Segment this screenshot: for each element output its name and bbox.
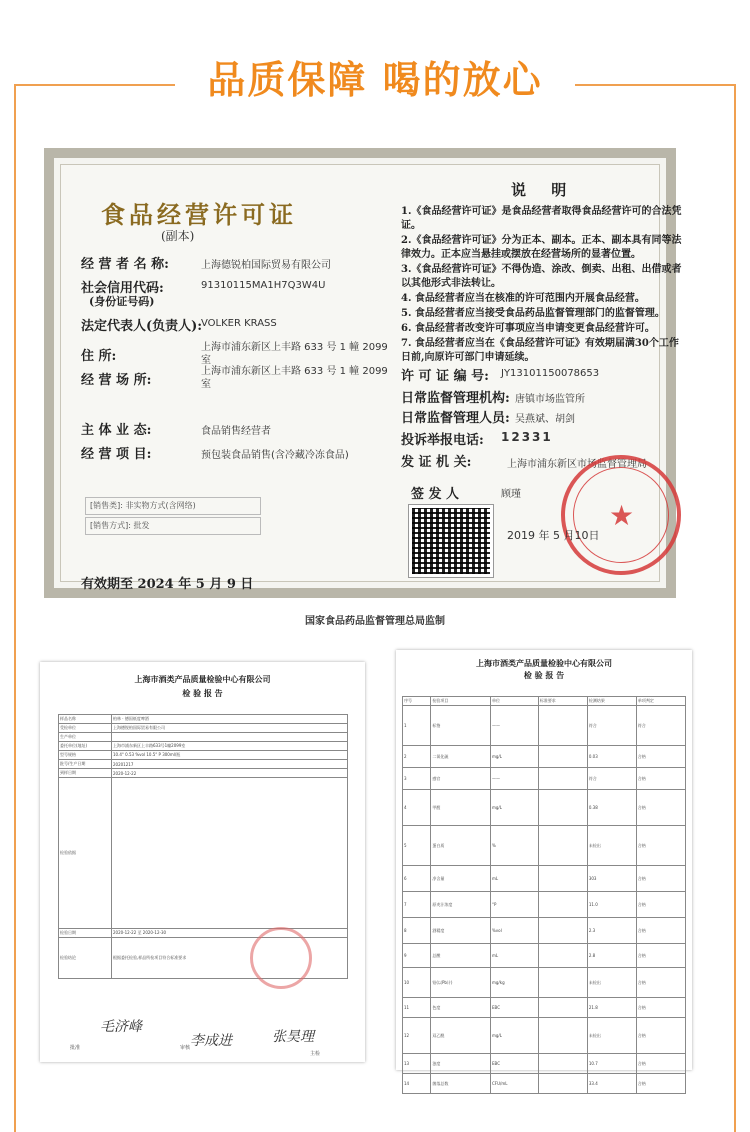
table-row bbox=[403, 1074, 686, 1094]
cell bbox=[538, 918, 587, 944]
cell: 检验依据 bbox=[59, 778, 112, 929]
label-address: 住 所: bbox=[81, 349, 117, 364]
cell: 未检出 bbox=[587, 826, 636, 866]
cell bbox=[538, 968, 587, 998]
cell: 合格 bbox=[636, 1018, 685, 1054]
label-license-number: 许 可 证 编 号: bbox=[401, 369, 489, 384]
table-row bbox=[403, 1054, 686, 1074]
cell: mg/L bbox=[491, 790, 539, 826]
cell: 批号/生产日期 bbox=[59, 760, 112, 769]
cell bbox=[538, 790, 587, 826]
cell: 到样日期 bbox=[59, 769, 112, 778]
label-id-number: (身份证号码) bbox=[89, 295, 155, 308]
value-business-name: 上海德锐柏国际贸易有限公司 bbox=[201, 260, 331, 271]
label-business-name: 经 营 者 名 称: bbox=[81, 257, 169, 272]
cell: 样品名称 bbox=[59, 715, 112, 724]
cell bbox=[112, 778, 348, 929]
cell: 7 bbox=[403, 892, 431, 918]
header-cell: 标准要求 bbox=[538, 697, 587, 706]
signature-inspector: 张昊理 bbox=[272, 1029, 314, 1045]
inspection-report-2 bbox=[396, 650, 692, 1086]
cell: 上海德锐柏国际贸易有限公司 bbox=[112, 724, 348, 733]
cell bbox=[538, 944, 587, 968]
cell: 12 bbox=[403, 1018, 431, 1054]
cell: mg/L bbox=[491, 1018, 539, 1054]
table-row bbox=[59, 778, 348, 929]
cell bbox=[538, 1074, 587, 1094]
label-business-items: 经 营 项 目: bbox=[81, 447, 152, 462]
cell: 14 bbox=[403, 1074, 431, 1094]
cell: 色度 bbox=[431, 998, 491, 1018]
label-complaint-hotline: 投诉举报电话: bbox=[401, 433, 484, 448]
note-item: 6. 食品经营者改变许可事项应当申请变更食品经营许可。 bbox=[401, 323, 655, 334]
inspection-report-1 bbox=[40, 662, 365, 1062]
cell: 甲醛 bbox=[431, 790, 491, 826]
header-cell: 检验项目 bbox=[431, 697, 491, 706]
cell bbox=[112, 733, 348, 742]
cell: 2.3 bbox=[587, 918, 636, 944]
license-subtitle: (副本) bbox=[161, 229, 195, 243]
table-row bbox=[403, 892, 686, 918]
cell: 未检出 bbox=[587, 1018, 636, 1054]
cell: mg/kg bbox=[491, 968, 539, 998]
table-row bbox=[403, 826, 686, 866]
cell: % bbox=[491, 826, 539, 866]
cell: 11 bbox=[403, 998, 431, 1018]
table-row bbox=[59, 715, 348, 724]
table-row bbox=[59, 724, 348, 733]
signature-reviewer: 李成进 bbox=[190, 1033, 232, 1049]
value-premises: 上海市浦东新区上丰路 633 号 1 幢 2099 室 bbox=[201, 366, 388, 390]
note-item: 1.《食品经营许可证》是食品经营者取得食品经营许可的合法凭证。 bbox=[401, 206, 682, 231]
table-row bbox=[59, 769, 348, 778]
table-row bbox=[59, 929, 348, 938]
cell: 二氧化硫 bbox=[431, 746, 491, 768]
cell: CFU/mL bbox=[491, 1074, 539, 1094]
cell: 10.4° 0.53 %vol 10.5° P 300ml/瓶 bbox=[112, 751, 348, 760]
cell: 合格 bbox=[636, 790, 685, 826]
cell: 33.4 bbox=[587, 1074, 636, 1094]
table-row bbox=[403, 706, 686, 746]
table-row bbox=[403, 866, 686, 892]
cell: 20201217 bbox=[112, 760, 348, 769]
table-row bbox=[59, 751, 348, 760]
cell: —— bbox=[491, 706, 539, 746]
table-row bbox=[403, 768, 686, 790]
cell: 标签 bbox=[431, 706, 491, 746]
cell: 双乙酰 bbox=[431, 1018, 491, 1054]
cell: 浊度 bbox=[431, 1054, 491, 1074]
note-item: 2.《食品经营许可证》分为正本、副本。正本、副本具有同等法律效力。正本应当悬挂或摆放在经营场所的显著位置。 bbox=[401, 235, 682, 260]
sales-method-box: [销售方式]: 批发 bbox=[85, 517, 261, 535]
cell: —— bbox=[491, 768, 539, 790]
cell bbox=[538, 1054, 587, 1074]
cell: 11.0 bbox=[587, 892, 636, 918]
table-row bbox=[403, 746, 686, 768]
cell: 合格 bbox=[636, 768, 685, 790]
header-cell: 检测结果 bbox=[587, 697, 636, 706]
cell: 1 bbox=[403, 706, 431, 746]
notes-title: 说 明 bbox=[511, 181, 577, 199]
cell: 合格 bbox=[636, 1054, 685, 1074]
cell: 2 bbox=[403, 746, 431, 768]
value-credit-code: 91310115MA1H7Q3W4U bbox=[201, 280, 326, 291]
cell: mg/L bbox=[491, 746, 539, 768]
cell: 委托单位(地址) bbox=[59, 742, 112, 751]
label-credit-code: 社会信用代码: bbox=[81, 281, 164, 296]
cell: mL bbox=[491, 944, 539, 968]
cell: 合格 bbox=[636, 1074, 685, 1094]
cell: 合格 bbox=[636, 826, 685, 866]
cell: 合格 bbox=[636, 944, 685, 968]
value-supervision-staff: 吴燕斌、胡剑 bbox=[515, 414, 575, 425]
cell: 0.03 bbox=[587, 746, 636, 768]
value-address: 上海市浦东新区上丰路 633 号 1 幢 2099 室 bbox=[201, 342, 388, 366]
cell: 2020-12-22 bbox=[112, 769, 348, 778]
report2-title: 检 验 报 告 bbox=[523, 671, 565, 680]
cell: 柏林 · 德国低度啤酒 bbox=[112, 715, 348, 724]
cell: 21.8 bbox=[587, 998, 636, 1018]
label-supervision-agency: 日常监督管理机构: bbox=[401, 391, 510, 406]
cell: 13 bbox=[403, 1054, 431, 1074]
header-cell: 单位 bbox=[491, 697, 539, 706]
cell: %vol bbox=[491, 918, 539, 944]
license-title: 食品经营许可证 bbox=[101, 200, 297, 229]
cell: 符合 bbox=[587, 768, 636, 790]
report1-org: 上海市酒类产品质量检验中心有限公司 bbox=[134, 675, 271, 684]
cell: 303 bbox=[587, 866, 636, 892]
table-row bbox=[403, 918, 686, 944]
label-supervision-staff: 日常监督管理人员: bbox=[401, 411, 510, 426]
qr-code-icon bbox=[409, 505, 493, 577]
banner-title-text: 品质保障 喝的放心 bbox=[207, 58, 543, 102]
cell bbox=[538, 866, 587, 892]
cell: 0.38 bbox=[587, 790, 636, 826]
cell: 合格 bbox=[636, 998, 685, 1018]
label-legal-rep: 法定代表人(负责人): bbox=[81, 319, 203, 334]
cell: 2020-12-22 至 2020-12-30 bbox=[112, 929, 348, 938]
official-seal-icon: ★ bbox=[561, 455, 681, 575]
header-cell: 单项判定 bbox=[636, 697, 685, 706]
note-item: 4. 食品经营者应当在核准的许可范围内开展食品经营。 bbox=[401, 293, 645, 304]
report2-org: 上海市酒类产品质量检验中心有限公司 bbox=[476, 659, 612, 668]
cell bbox=[538, 826, 587, 866]
cell: 酒精度 bbox=[431, 918, 491, 944]
cell: 上海市浦东新区上丰路633号1幢2099室 bbox=[112, 742, 348, 751]
cell: 生产单位 bbox=[59, 733, 112, 742]
table-row bbox=[403, 944, 686, 968]
cell: 3 bbox=[403, 768, 431, 790]
cell: °P bbox=[491, 892, 539, 918]
cell: 4 bbox=[403, 790, 431, 826]
cell: 合格 bbox=[636, 968, 685, 998]
license-inner bbox=[60, 164, 682, 592]
value-license-number: JY13101150078653 bbox=[501, 368, 600, 379]
value-legal-rep: VOLKER KRASS bbox=[201, 318, 277, 329]
value-issuing-authority: 上海市浦东新区市场监督管理局 bbox=[507, 459, 647, 470]
cell: 菌落总数 bbox=[431, 1074, 491, 1094]
sales-category-box: [销售类]: 非实物方式(含网络) bbox=[85, 497, 261, 515]
cell bbox=[538, 768, 587, 790]
cell: EBC bbox=[491, 998, 539, 1018]
table-row bbox=[403, 998, 686, 1018]
cell bbox=[538, 998, 587, 1018]
cell: 9 bbox=[403, 944, 431, 968]
sign-label-review: 审核 bbox=[180, 1045, 191, 1051]
cell: 检验日期 bbox=[59, 929, 112, 938]
cell: 6 bbox=[403, 866, 431, 892]
cell: 原麦汁浓度 bbox=[431, 892, 491, 918]
table-row bbox=[59, 760, 348, 769]
value-complaint-hotline: 12331 bbox=[501, 430, 553, 444]
cell: 合格 bbox=[636, 746, 685, 768]
sign-label-approve: 批准 bbox=[70, 1045, 81, 1051]
cell: 10.7 bbox=[587, 1054, 636, 1074]
cell: 2.8 bbox=[587, 944, 636, 968]
report1-title: 检 验 报 告 bbox=[182, 689, 223, 698]
cell: EBC bbox=[491, 1054, 539, 1074]
cell: 8 bbox=[403, 918, 431, 944]
cell bbox=[538, 746, 587, 768]
value-business-type: 食品销售经营者 bbox=[201, 426, 271, 437]
food-license-certificate bbox=[44, 148, 682, 598]
issue-date: 2019 年 5 月10日 bbox=[507, 529, 600, 542]
cell: 总酸 bbox=[431, 944, 491, 968]
note-item: 3.《食品经营许可证》不得伪造、涂改、倒卖、出租、出借或者以其他形式非法转让。 bbox=[401, 264, 682, 289]
value-business-items: 预包装食品销售(含冷藏冷冻食品) bbox=[201, 450, 349, 461]
supervising-authority: 国家食品药品监督管理总局监制 bbox=[305, 616, 445, 627]
cell: 合格 bbox=[636, 866, 685, 892]
table-row bbox=[403, 790, 686, 826]
cell: 受检单位 bbox=[59, 724, 112, 733]
cell: 符合 bbox=[636, 706, 685, 746]
table-row bbox=[59, 733, 348, 742]
banner-title bbox=[175, 54, 575, 106]
cell: 铅(以Pb计) bbox=[431, 968, 491, 998]
cell bbox=[538, 892, 587, 918]
cell: 合格 bbox=[636, 918, 685, 944]
table-row bbox=[59, 742, 348, 751]
cell: 未检出 bbox=[587, 968, 636, 998]
table-header-row bbox=[403, 697, 686, 706]
cell: 10 bbox=[403, 968, 431, 998]
value-issuer: 顾瑾 bbox=[501, 489, 521, 500]
header-cell: 序号 bbox=[403, 697, 431, 706]
cell: 感官 bbox=[431, 768, 491, 790]
label-business-type: 主 体 业 态: bbox=[81, 423, 152, 438]
table-row bbox=[403, 968, 686, 998]
cell: 检验结论 bbox=[59, 938, 112, 979]
validity-date: 有效期至 2024 年 5 月 9 日 bbox=[81, 577, 254, 592]
cell: 净含量 bbox=[431, 866, 491, 892]
cell: 蛋白质 bbox=[431, 826, 491, 866]
cell bbox=[538, 706, 587, 746]
cell: 5 bbox=[403, 826, 431, 866]
cell: 符合 bbox=[587, 706, 636, 746]
note-item: 5. 食品经营者应当接受食品药品监督管理部门的监督管理。 bbox=[401, 308, 665, 319]
label-premises: 经 营 场 所: bbox=[81, 373, 152, 388]
value-supervision-agency: 唐镇市场监管所 bbox=[515, 394, 585, 405]
cell: mL bbox=[491, 866, 539, 892]
table-row bbox=[403, 1018, 686, 1054]
report-seal-icon bbox=[250, 927, 312, 989]
cell: 合格 bbox=[636, 892, 685, 918]
cell bbox=[538, 1018, 587, 1054]
note-item: 7. 食品经营者应当在《食品经营许可证》有效期届满30个工作日前,向原许可部门申请延续。 bbox=[401, 338, 679, 363]
label-issuer: 签 发 人 bbox=[411, 487, 460, 502]
cell: 根据委托检验,样品所检项目符合标准要求 bbox=[112, 938, 348, 979]
cell: 型号规格 bbox=[59, 751, 112, 760]
label-issuing-authority: 发 证 机 关: bbox=[401, 455, 472, 470]
signature-approver: 毛济峰 bbox=[100, 1019, 142, 1035]
notes-list bbox=[401, 205, 683, 366]
sign-label-inspect: 主检 bbox=[310, 1051, 321, 1057]
report2-table bbox=[402, 696, 686, 1094]
